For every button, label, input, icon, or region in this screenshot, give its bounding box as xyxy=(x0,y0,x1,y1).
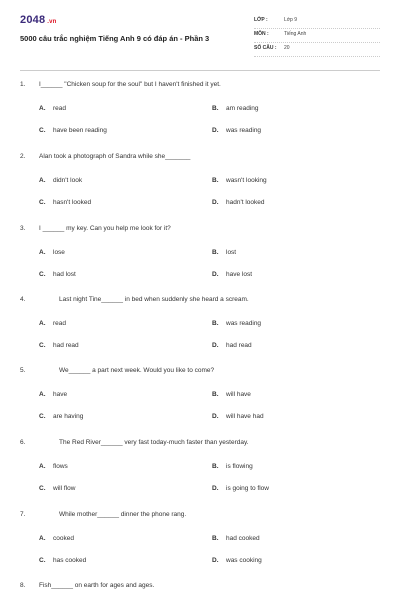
option-a[interactable]: A. read xyxy=(39,320,67,327)
question-text: While mother______ dinner the phone rang. xyxy=(59,511,187,518)
option-c[interactable]: C. had lost xyxy=(39,271,76,278)
question-text: We______ a part next week. Would you like to come? xyxy=(59,367,215,374)
meta-row-subject xyxy=(254,30,380,43)
question-number: 7. xyxy=(20,511,26,518)
question-number: 1. xyxy=(20,81,26,88)
question-text: The Red River______ very fast today-much faster than yesterday. xyxy=(59,439,249,446)
option-c[interactable]: C. had read xyxy=(39,342,79,349)
page-header xyxy=(0,0,400,70)
question-text: I______ "Chicken soup for the soul" but I haven't finished it yet. xyxy=(39,81,221,88)
option-b[interactable]: B. had cooked xyxy=(212,535,260,542)
meta-value: Lớp 9 xyxy=(284,17,298,23)
meta-row-count xyxy=(254,44,380,57)
meta-value: Tiếng Anh xyxy=(284,31,307,37)
question-number: 4. xyxy=(20,296,26,303)
header-divider xyxy=(20,70,380,71)
option-c[interactable]: C. are having xyxy=(39,413,84,420)
question-number: 5. xyxy=(20,367,26,374)
option-a[interactable]: A. lose xyxy=(39,249,65,256)
question-text: I ______ my key. Can you help me look for it? xyxy=(39,225,171,232)
option-c[interactable]: C. will flow xyxy=(39,485,76,492)
option-d[interactable]: D. was cooking xyxy=(212,557,262,564)
option-c[interactable]: C. hasn't looked xyxy=(39,199,92,206)
meta-row-grade xyxy=(254,16,380,29)
option-d[interactable]: D. hadn't looked xyxy=(212,199,265,206)
site-logo[interactable] xyxy=(20,14,57,26)
option-a[interactable]: A. flows xyxy=(39,463,68,470)
option-a[interactable]: A. read xyxy=(39,105,67,112)
logo-suffix: .vn xyxy=(47,19,57,25)
question-text: Fish______ on earth for ages and ages. xyxy=(39,582,155,589)
option-d[interactable]: D. is going to flow xyxy=(212,485,269,492)
meta-value: 20 xyxy=(284,45,290,51)
option-a[interactable]: A. cooked xyxy=(39,535,74,542)
logo-main: 2048 xyxy=(20,14,46,26)
option-b[interactable]: B. wasn't looking xyxy=(212,177,267,184)
option-d[interactable]: D. will have had xyxy=(212,413,264,420)
meta-label: SỐ CÂU : xyxy=(254,45,277,51)
question-text: Alan took a photograph of Sandra while she_______ xyxy=(39,153,191,160)
option-d[interactable]: D. was reading xyxy=(212,127,262,134)
option-d[interactable]: D. had read xyxy=(212,342,252,349)
option-c[interactable]: C. has cooked xyxy=(39,557,87,564)
option-c[interactable]: C. have been reading xyxy=(39,127,107,134)
option-a[interactable]: A. have xyxy=(39,391,68,398)
option-d[interactable]: D. have lost xyxy=(212,271,253,278)
option-a[interactable]: A. didn't look xyxy=(39,177,83,184)
question-number: 6. xyxy=(20,439,26,446)
question-number: 3. xyxy=(20,225,26,232)
option-b[interactable]: B. will have xyxy=(212,391,251,398)
option-b[interactable]: B. is flowing xyxy=(212,463,253,470)
question-number: 8. xyxy=(20,582,26,589)
question-number: 2. xyxy=(20,153,26,160)
option-b[interactable]: B. lost xyxy=(212,249,237,256)
meta-label: MÔN : xyxy=(254,31,269,37)
meta-label: LỚP : xyxy=(254,17,268,23)
document-title: 5000 câu trắc nghiệm Tiếng Anh 9 có đáp án - Phần 3 xyxy=(20,34,210,43)
option-b[interactable]: B. am reading xyxy=(212,105,259,112)
option-b[interactable]: B. was reading xyxy=(212,320,262,327)
question-text: Last night Tine______ in bed when suddenly she heard a scream. xyxy=(59,296,249,303)
